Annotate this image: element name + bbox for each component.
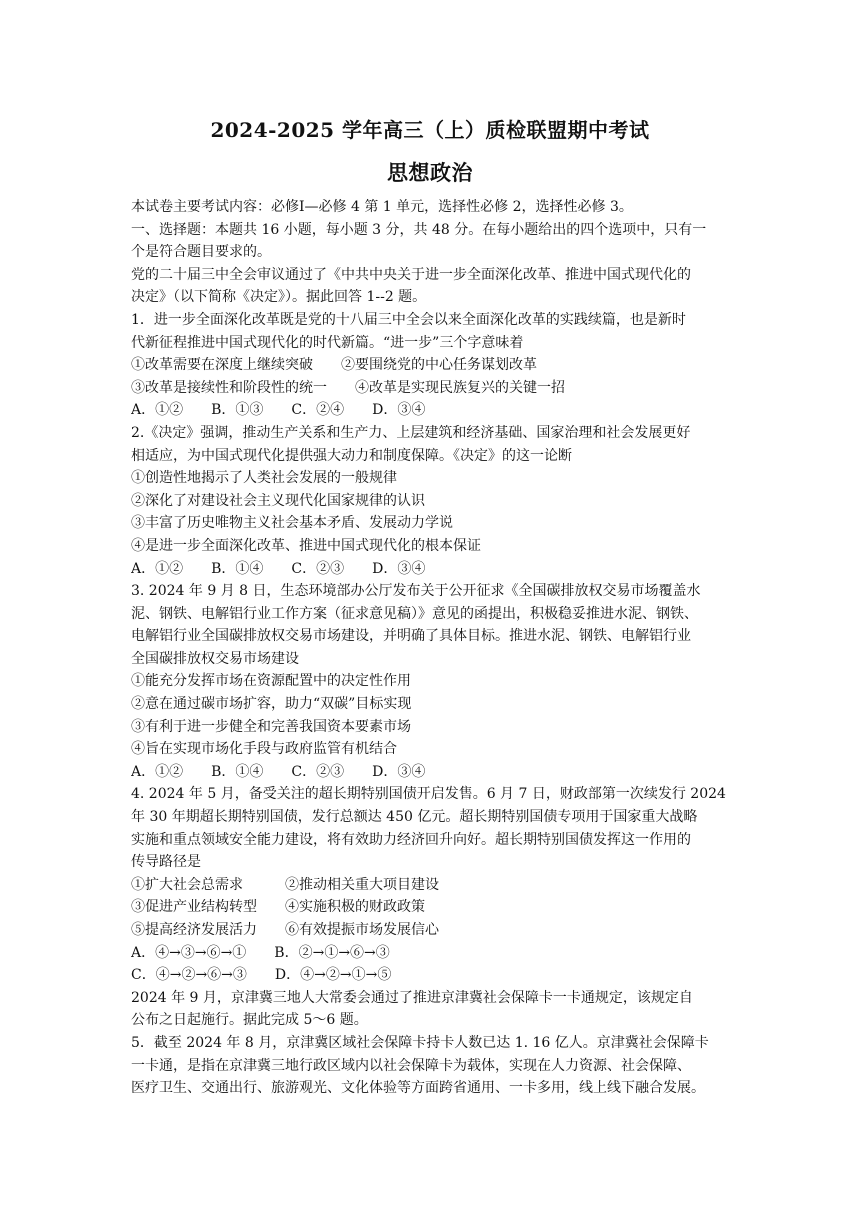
text-line: ③有利于进一步健全和完善我国资本要素市场 [131,718,411,735]
text-line: ①创造性地揭示了人类社会发展的一般规律 [131,470,397,487]
text-line: 一卡通，是指在京津冀三地行政区域内以社会保障卡为载体，实现在人力资源、社会保障、 [131,1057,691,1074]
exam-body [131,196,735,1100]
exam-title: 2024-2025 学年高三（上）质检联盟期中考试 [210,118,650,142]
text-line: 电解铝行业全国碳排放权交易市场建设，并明确了具体目标。推进水泥、钢铁、电解铝行业 [131,628,691,645]
text-line: 医疗卫生、交通出行、旅游观光、文化体验等方面跨省通用、一卡多用，线上线下融合发展。 [131,1080,705,1097]
text-line: 一、选择题：本题共 16 小题，每小题 3 分，共 48 分。在每小题给出的四个选项中，只有一 [131,221,707,238]
text-line: A．①② B．①④ C．②③ D．③④ [131,560,426,577]
text-line: 本试卷主要考试内容：必修Ⅰ—必修 4 第 1 单元，选择性必修 2，选择性必修 3。 [131,199,633,215]
text-line: ③改革是接续性和阶段性的统一 ④改革是实现民族复兴的关键一招 [131,379,565,396]
text-line: ①扩大社会总需求 ②推动相关重大项目建设 [131,876,439,893]
text-line: 个是符合题目要求的。 [131,244,271,261]
text-line: 3. 2024 年 9 月 8 日，生态环境部办公厅发布关于公开征求《全国碳排放权交易市场覆盖水 [131,583,701,600]
text-line: 2024 年 9 月，京津冀三地人大常委会通过了推进京津冀社会保障卡一卡通规定，该规定自 [131,989,693,1006]
text-line: 1．进一步全面深化改革既是党的十八届三中全会以来全面深化改革的实践续篇，也是新时 [131,311,686,328]
subject-title: 思想政治 [387,160,473,185]
text-line: ②意在通过碳市场扩容，助力“双碳”目标实现 [131,696,412,713]
text-line: A．①② B．①④ C．②③ D．③④ [131,763,426,780]
text-line: A．④→③→⑥→① B．②→①→⑥→③ [131,944,390,961]
text-line: 泥、钢铁、电解铝行业工作方案（征求意见稿）》意见的函提出，积极稳妥推进水泥、钢铁、 [131,605,698,622]
text-line: ⑤提高经济发展活力 ⑥有效提振市场发展信心 [131,922,439,938]
text-line: 年 30 年期超长期特别国债，发行总额达 450 亿元。超长期特别国债专项用于国家重大战略 [131,809,698,826]
text-line: ①改革需要在深度上继续突破 ②要围绕党的中心任务谋划改革 [131,357,537,374]
text-line: A．①② B．①③ C．②④ D．③④ [131,402,426,419]
text-line: 相适应，为中国式现代化提供强大动力和制度保障。《决定》的这一论断 [131,447,572,464]
text-line: 实施和重点领域安全能力建设，将有效助力经济回升向好。超长期特别国债发挥这一作用的 [131,831,691,848]
text-line: 5．截至 2024 年 8 月，京津冀区域社会保障卡持卡人数已达 1. 16 亿人。京津冀社会保障卡 [131,1034,709,1051]
text-line: C．④→②→⑥→③ D．④→②→①→⑤ [131,967,392,984]
text-line: 传导路径是 [131,854,201,871]
text-line: ④是进一步全面深化改革、推进中国式现代化的根本保证 [131,537,481,554]
text-line: ③促进产业结构转型 ④实施积极的财政政策 [131,899,425,916]
text-line: ④旨在实现市场化手段与政府监管有机结合 [131,741,397,758]
text-line: ②深化了对建设社会主义现代化国家规律的认识 [131,492,425,509]
text-line: 代新征程推进中国式现代化的时代新篇。“进一步”三个字意味着 [131,334,524,351]
text-line: ①能充分发挥市场在资源配置中的决定性作用 [131,673,411,690]
text-line: 4. 2024 年 5 月，备受关注的超长期特别国债开启发售。6 月 7 日，财政部第一次续发行 2024 [131,786,726,803]
text-line: 2.《决定》强调，推动生产关系和生产力、上层建筑和经济基础、国家治理和社会发展更好 [131,424,691,441]
text-line: 公布之日起施行。据此完成 5～6 题。 [131,1012,368,1029]
text-line: ③丰富了历史唯物主义社会基本矛盾、发展动力学说 [131,515,453,532]
text-line: 全国碳排放权交易市场建设 [131,650,299,667]
text-line: 党的二十届三中全会审议通过了《中共中央关于进一步全面深化改革、推进中国式现代化的 [131,266,691,283]
text-line: 决定》（以下简称《决定》）。据此回答 1--2 题。 [131,289,427,306]
